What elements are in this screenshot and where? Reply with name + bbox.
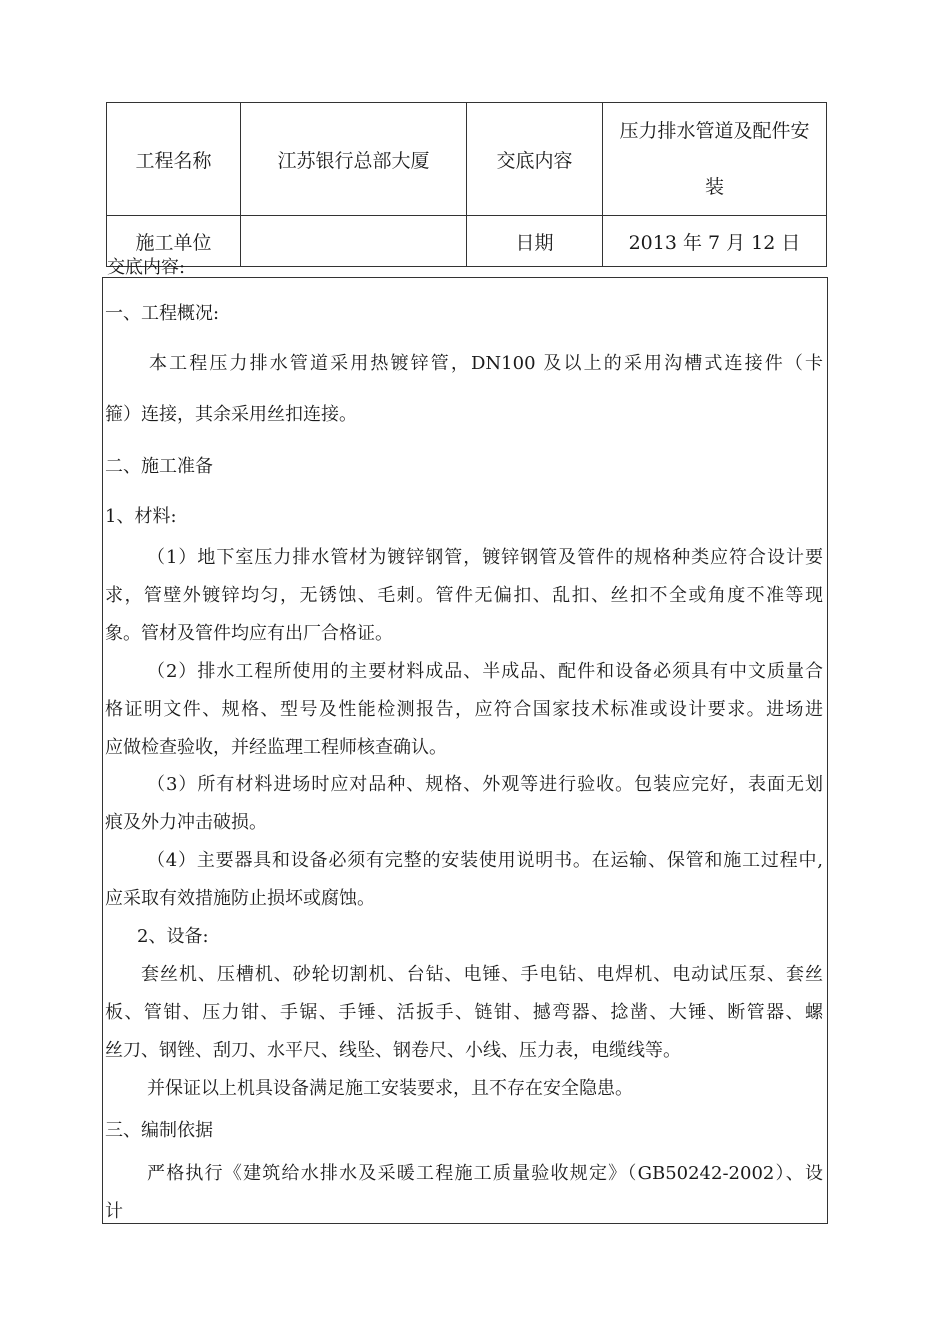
section-2-title: 二、施工准备 [105,456,213,477]
material-3-line: （3）所有材料进场时应对品种、规格、外观等进行验收。包装应完好，表面无划 [147,774,823,795]
subsection-equipment-title: 2、设备: [137,926,209,947]
material-3-line: 痕及外力冲击破损。 [105,812,267,833]
project-name-value: 江苏银行总部大厦 [241,103,467,216]
content-label: 交底内容 [467,103,603,216]
date-label: 日期 [467,216,603,267]
date-value: 2013 年 7 月 12 日 [603,216,827,267]
material-4-line: 应采取有效措施防止损坏或腐蚀。 [105,888,375,909]
section-3-title: 三、编制依据 [105,1120,213,1141]
content-value [603,103,827,216]
content-value-line2: 装 [704,176,724,198]
material-1-line: （1）地下室压力排水管材为镀锌钢管，镀锌钢管及管件的规格种类应符合设计要 [147,547,823,568]
contractor-value [241,216,467,267]
equipment-line: 套丝机、压槽机、砂轮切割机、台钻、电锤、手电钻、电焊机、电动试压泵、套丝 [141,964,823,985]
material-4-line: （4）主要器具和设备必须有完整的安装使用说明书。在运输、保管和施工过程中, [147,850,823,871]
material-2-line: （2）排水工程所使用的主要材料成品、半成品、配件和设备必须具有中文质量合 [147,661,823,682]
header-table [106,102,827,267]
content-value-line1: 压力排水管道及配件安 [619,120,810,142]
material-1-line: 象。管材及管件均应有出厂合格证。 [105,623,393,644]
material-2-line: 应做检查验收，并经监理工程师核查确认。 [105,737,447,758]
equipment-line: 板、管钳、压力钳、手锯、手锤、活扳手、链钳、撼弯器、捻凿、大锤、断管器、螺 [105,1002,823,1023]
s1-paragraph-line: 箍）连接，其余采用丝扣连接。 [105,404,357,425]
subsection-materials-title: 1、材料: [105,506,177,527]
material-2-line: 格证明文件、规格、型号及性能检测报告，应符合国家技术标准或设计要求。进场进 [105,699,823,720]
section-caption: 交底内容: [107,257,186,278]
s1-paragraph-line: 本工程压力排水管道采用热镀锌管，DN100 及以上的采用沟槽式连接件（卡 [149,353,823,374]
s3-paragraph-line: 计 [105,1201,123,1222]
material-1-line: 求，管壁外镀锌均匀，无锈蚀、毛刺。管件无偏扣、乱扣、丝扣不全或角度不准等现 [105,585,823,606]
content-body [102,277,828,1224]
contractor-label: 施工单位 [107,216,241,267]
s3-paragraph-line: 严格执行《建筑给水排水及采暖工程施工质量验收规定》（GB50242-2002）、设 [147,1163,823,1184]
equipment-note: 并保证以上机具设备满足施工安装要求，且不存在安全隐患。 [147,1078,633,1099]
equipment-line: 丝刀、钢锉、刮刀、水平尺、线坠、钢卷尺、小线、压力表，电缆线等。 [105,1040,681,1061]
project-name-label: 工程名称 [107,103,241,216]
section-1-title: 一、工程概况: [105,303,220,324]
